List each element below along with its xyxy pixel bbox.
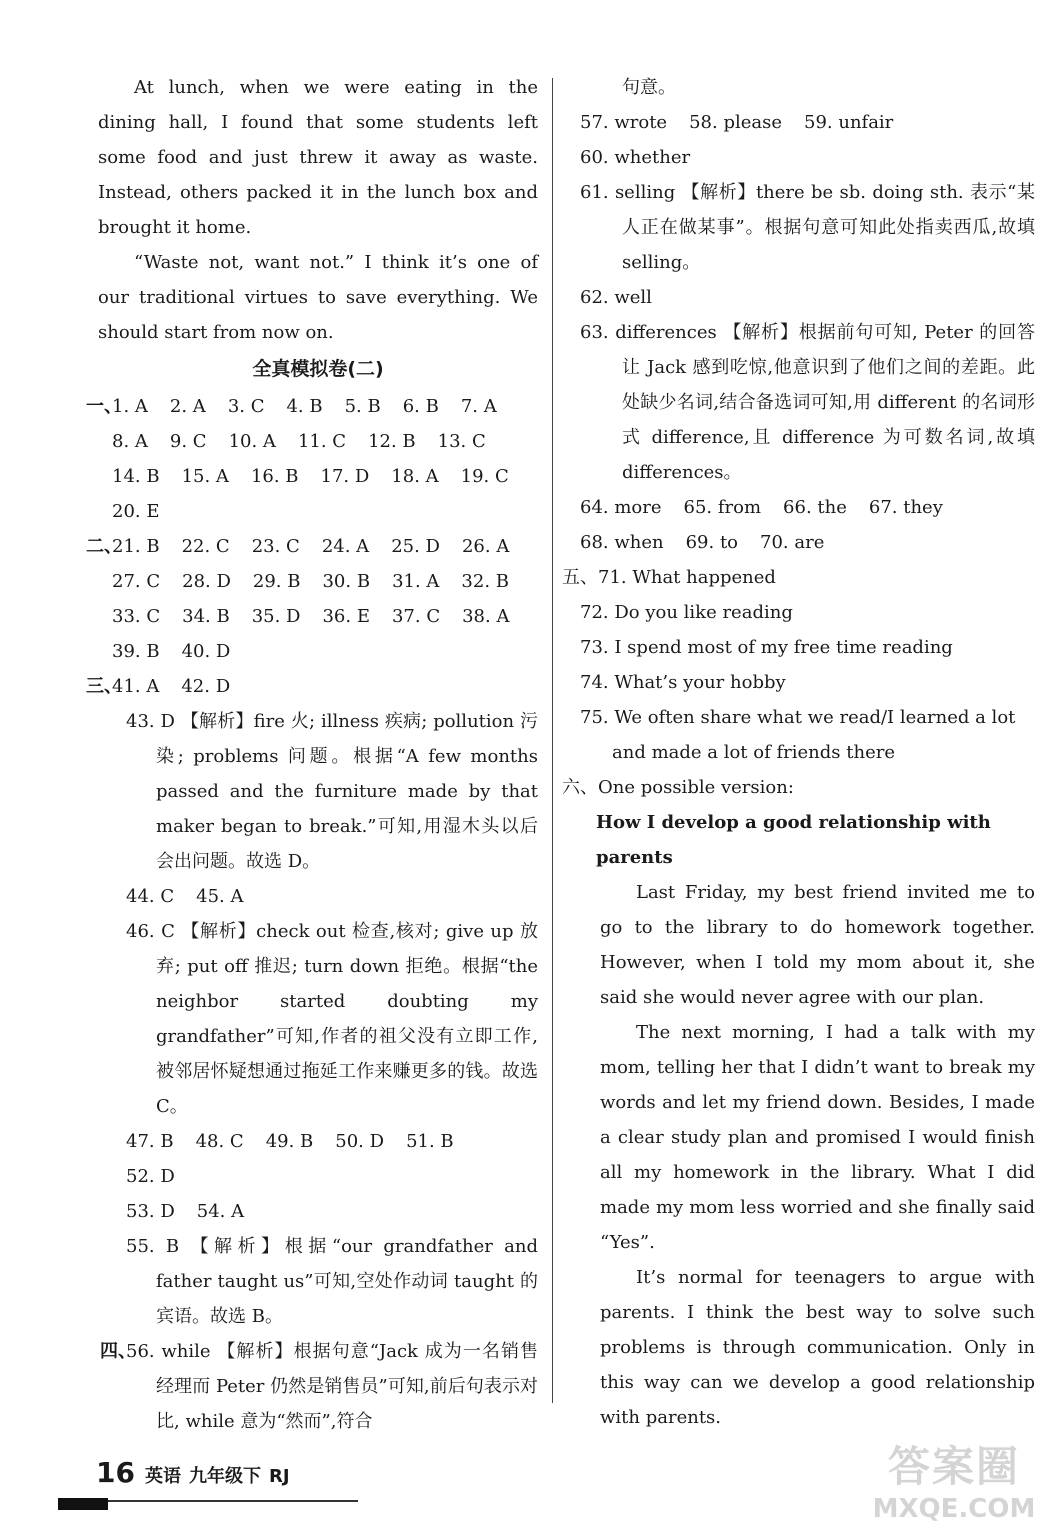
answer-item: 21. B: [112, 536, 160, 557]
part-marker: 五、: [562, 567, 598, 588]
essay-paragraph: At lunch, when we were eating in the dining hall, I found that some students left some food and just threw it away as waste. Instead, others packed it in the lunch box and brought it home.: [98, 77, 538, 238]
version-label: One possible version:: [598, 777, 794, 798]
watermark-logo: 答案圈 MXQE.COM: [872, 1442, 1036, 1524]
answer-item: 1. A: [112, 396, 148, 417]
answer-item: 60. whether: [580, 147, 691, 168]
answer-item: 42. D: [181, 676, 231, 697]
answer-item: 10. A: [228, 431, 276, 452]
section-title: 全真模拟卷(二): [252, 358, 384, 380]
explanation-55: 55. B 【解析】根据“our grandfather and father taught us”可知,空处作动词 taught 的宾语。故选 B。: [126, 1236, 538, 1327]
part-four-answers: [98, 1334, 538, 1439]
answer-item: 18. A: [391, 466, 439, 487]
essay-paragraph: Last Friday, my best friend invited me to go to the library to do homework together. However, when I told my mom about it, she said she would never agree with our plan.: [600, 882, 1035, 1008]
subject-label: 英语: [144, 1466, 181, 1487]
explanation-63: 63. differences 【解析】根据前句可知, Peter 的回答让 Jack 感到吃惊,他意识到了他们之间的差距。此处缺少名词,结合备选词可知,用 different 的名词形式 difference,且 difference 为可数名词,故填 differences。: [580, 322, 1035, 483]
page-number: 16: [96, 1456, 135, 1489]
answer-item: 70. are: [760, 532, 825, 553]
answer-item: 41. A: [112, 676, 160, 697]
answer-item: 16. B: [250, 466, 299, 487]
answer-item: 49. B: [265, 1131, 314, 1152]
right-column: [562, 70, 1035, 1435]
answer-item: 32. B: [461, 571, 509, 592]
answer-item: 73. I spend most of my free time reading: [580, 637, 953, 658]
answer-item: 35. D: [251, 606, 301, 627]
answer-item: 67. they: [868, 497, 943, 518]
answer-item: 36. E: [322, 606, 370, 627]
essay-paragraph: “Waste not, want not.” I think it’s one of our traditional virtues to save everything. We should start from now on.: [98, 252, 538, 343]
part-marker: 六、: [562, 777, 598, 798]
answer-item: 75. We often share what we read/I learned a lot and made a lot of friends there: [580, 707, 1016, 763]
answer-item: 14. B: [112, 466, 160, 487]
essay-paragraph: It’s normal for teenagers to argue with parents. I think the best way to solve such problems is through communication. Only in this way can we develop a good relationship with parents.: [600, 1267, 1035, 1428]
answer-item: 62. well: [580, 287, 652, 308]
essay-title: How I develop a good relationship with parents: [596, 812, 991, 868]
answer-item: 25. D: [391, 536, 440, 557]
answer-item: 29. B: [252, 571, 301, 592]
answer-item: 24. A: [321, 536, 370, 557]
answer-item: 11. C: [297, 431, 347, 452]
answer-item: 40. D: [181, 641, 231, 662]
answer-item: 15. A: [181, 466, 229, 487]
answer-item: 5. B: [344, 396, 381, 417]
answer-item: 34. B: [182, 606, 230, 627]
answer-item: 27. C: [112, 571, 161, 592]
part-six-essay: [562, 770, 1035, 1435]
answer-item: 69. to: [685, 532, 739, 553]
answer-item: 47. B: [126, 1131, 174, 1152]
answer-item: 8. A: [112, 431, 148, 452]
answer-item: 31. A: [392, 571, 440, 592]
answer-item: 68. when: [580, 532, 664, 553]
answer-item: 28. D: [182, 571, 231, 592]
answer-item: 48. C: [195, 1131, 244, 1152]
answer-item: 58. please: [689, 112, 782, 133]
answer-item: 12. B: [368, 431, 416, 452]
answer-item: 17. D: [320, 466, 370, 487]
answer-item: 39. B: [112, 641, 160, 662]
answer-item: 74. What’s your hobby: [580, 672, 786, 693]
part-one-answers: [86, 389, 538, 529]
answer-item: 2. A: [169, 396, 206, 417]
answer-item: 7. A: [460, 396, 497, 417]
answer-item: 59. unfair: [804, 112, 894, 133]
part-three-answers: [86, 669, 538, 1334]
answer-item: 30. B: [322, 571, 371, 592]
essay-paragraph: The next morning, I had a talk with my mom, telling her that I didn’t want to break my words and let my friend down. Besides, I made a clear study plan and promised I would finish all my homework in the library. What I did made my mom less worried and she finally said “Yes”.: [600, 1022, 1035, 1253]
footer-line: [108, 1500, 358, 1502]
answer-item: 38. A: [462, 606, 510, 627]
answer-item: 64. more: [580, 497, 662, 518]
grade-label: 九年级下: [188, 1466, 261, 1487]
answer-item: 72. Do you like reading: [580, 602, 793, 623]
answer-item: 44. C: [126, 886, 175, 907]
answer-item: 65. from: [683, 497, 762, 518]
answer-item: 26. A: [461, 536, 510, 557]
answer-item: 71. What happened: [598, 567, 776, 588]
answer-item: 22. C: [181, 536, 230, 557]
part-two-answers: [86, 529, 538, 669]
part-marker: 三、: [86, 676, 122, 697]
left-column: [86, 70, 538, 1439]
answer-item: 51. B: [406, 1131, 454, 1152]
footer-bar: [58, 1498, 108, 1510]
answer-item: 33. C: [112, 606, 161, 627]
answer-item: 4. B: [286, 396, 323, 417]
part-marker: 一、: [86, 396, 122, 417]
answer-item: 54. A: [196, 1201, 245, 1222]
answer-item: 13. C: [437, 431, 486, 452]
answer-item: 23. C: [251, 536, 300, 557]
answer-item: 6. B: [402, 396, 439, 417]
answer-item: 57. wrote: [580, 112, 668, 133]
answer-item: 9. C: [169, 431, 207, 452]
edition-label: RJ: [268, 1466, 290, 1487]
answer-item: 66. the: [783, 497, 847, 518]
answer-item: 3. C: [227, 396, 265, 417]
answer-item: 19. C: [460, 466, 509, 487]
answer-item: 45. A: [196, 886, 244, 907]
explanation-43: 43. D 【解析】fire 火; illness 疾病; pollution 污染; problems 问题。根据“A few months passed and the furniture made by that maker began to break.”可知,用湿木头以后会出问题。故选 D。: [126, 711, 538, 872]
part-five-answers: [562, 560, 1035, 770]
continued-text: 句意。: [622, 77, 676, 98]
explanation-56: 四、56. while 【解析】根据句意“Jack 成为一名销售经理而 Peter 仍然是销售员”可知,前后句表示对比, while 意为“然而”,符合: [112, 1334, 538, 1439]
explanation-46: 46. C 【解析】check out 检查,核对; give up 放弃; put off 推迟; turn down 拒绝。根据“the neighbor started doubting my grandfather”可知,作者的祖父没有立即工作,被邻居怀疑想通过拖延工作来赚更多的钱。故选 C。: [126, 921, 538, 1117]
part-marker: 四、: [100, 1341, 136, 1362]
answer-item: 53. D: [126, 1201, 175, 1222]
part-marker: 二、: [86, 536, 122, 557]
answer-item: 37. C: [391, 606, 441, 627]
column-divider: [552, 78, 553, 1403]
answer-item: 52. D: [126, 1166, 175, 1187]
page-footer: [58, 1456, 298, 1489]
answer-item: 20. E: [112, 501, 160, 522]
answer-item: 50. D: [335, 1131, 385, 1152]
explanation-61: 61. selling 【解析】there be sb. doing sth. 表示“某人正在做某事”。根据句意可知此处指卖西瓜,故填 selling。: [580, 182, 1035, 273]
